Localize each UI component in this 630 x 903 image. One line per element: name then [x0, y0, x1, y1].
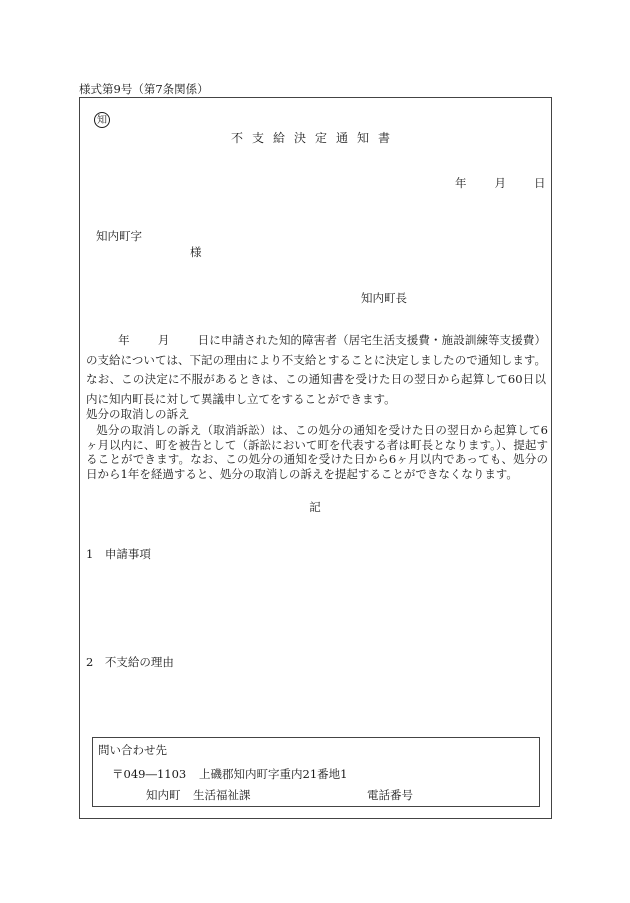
issuer-name: 知内町長 [361, 291, 407, 305]
contact-phone-label: 電話番号 [367, 788, 413, 802]
lawsuit-heading: 処分の取消しの訴え [86, 407, 190, 421]
issue-date [455, 175, 546, 191]
item-application: 1 申請事項 [86, 547, 151, 561]
body-text: 日に申請された知的障害者（居宅生活支援費・施設訓練等支援費）の支給については、下記の理由により不支給とすることに決定しましたので通知します。なお、この決定に不服があるときは、この通知書を受けた日の翌日から起算して60日以内に知内町長に対して異議申し立てをすることができます。 [86, 333, 547, 406]
contact-address: 上磯郡知内町字重内21番地1 [199, 767, 348, 781]
body-year: 年 [118, 333, 130, 347]
contact-title: 問い合わせ先 [98, 743, 167, 757]
lawsuit-notice-text: 処分の取消しの訴え（取消訴訟）は、この処分の通知を受けた日の翌日から起算して6ヶ月以内に、町を被告として（訴訟において町を代表する者は町長となります。）、提起することができます。なお、この処分の通知を受けた日から6ヶ月以内であっても、処分の日から1年を経過すると、処分の取消しの訴えを提起することができなくなります。 [86, 423, 548, 481]
contact-department: 生活福祉課 [193, 788, 251, 802]
notification-body [86, 331, 546, 409]
seal-mark: 知 [94, 112, 110, 128]
date-day: 日 [534, 176, 546, 190]
contact-postal-code: 〒049―1103 [112, 767, 187, 781]
form-number-label: 様式第9号（第7条関係） [79, 82, 209, 96]
addressee-address: 知内町字 [96, 229, 142, 243]
item-reason: 2 不支給の理由 [86, 655, 174, 669]
body-month: 月 [157, 333, 170, 347]
date-month: 月 [494, 176, 506, 190]
date-year: 年 [455, 176, 467, 190]
contact-town: 知内町 [146, 788, 181, 802]
document-title: 不支給決定通知書 [230, 131, 399, 145]
addressee-honorific: 様 [190, 245, 202, 259]
ki-heading: 記 [309, 500, 321, 514]
lawsuit-notice [86, 423, 548, 481]
